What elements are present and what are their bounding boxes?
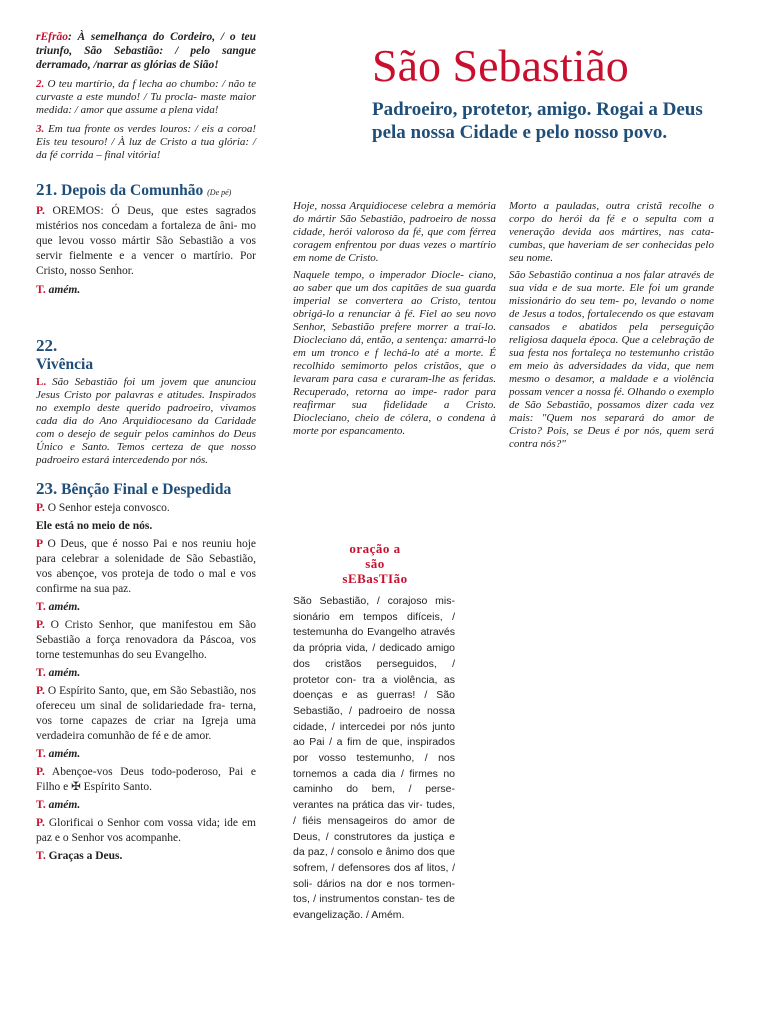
section-23-heading: [36, 479, 256, 499]
vivencia-text: São Sebastião foi um jovem que anunciou Jesus Cristo por palavras e atitudes. Inspirados no exemplo deste querido padroeiro, vivamos cada dia do Ano Arquidiocesano da Caridade com o desejo de seguir pelos caminhos do Deus Único e Santo. Temos certeza de que nosso padroeiro estará intercedendo por nós.: [36, 376, 256, 466]
section-number: 23.: [36, 479, 58, 498]
section-title: Bênção Final e Despedida: [61, 481, 232, 498]
article-column-right: [509, 200, 714, 453]
section-22-text: [36, 376, 256, 467]
response-text: amém.: [48, 284, 81, 296]
role-label: P.: [36, 766, 45, 778]
article-paragraph: Hoje, nossa Arquidiocese celebra a memória do mártir São Sebastião, padroeiro de nossa cidade, herói valoroso da fé, que com férrea coragem enfrentou por duas vezes o martírio em nome de Cristo.: [293, 200, 496, 264]
benediction-line: [36, 849, 256, 864]
refrain-label: rEfrão: [36, 31, 68, 43]
refrain: [36, 30, 256, 72]
role-label: T.: [36, 799, 46, 811]
section-title: Depois da Comunhão: [61, 182, 204, 199]
left-column: [36, 30, 256, 867]
benediction-line: [36, 798, 256, 813]
benediction-line: [36, 600, 256, 615]
line-text: O Espírito Santo, que, em São Sebastião, nos ofereceu um sinal de solidariedade fra- terna, vos torne capazes de criar na Igreja uma verdadeira comunhão de fé e de amor.: [36, 685, 256, 742]
section-22-heading: [36, 336, 256, 374]
section-23-lines: [36, 501, 256, 864]
verse-3: [36, 123, 256, 162]
verse-text: Em tua fronte os verdes louros: / eis a coroa! Eis teu tesouro! / À luz de Cristo a tua glória: / da fé corrida – final vitória!: [36, 123, 257, 161]
line-text: O Deus, que é nosso Pai e nos reuniu hoje para celebrar a solenidade de São Sebastião, vos abençoe, vos proteja de todo o mal e vos confirme na sua paz.: [36, 538, 256, 595]
benediction-line: [36, 747, 256, 762]
benediction-line: [36, 501, 256, 516]
benediction-line: [36, 666, 256, 681]
section-21-prayer: [36, 204, 256, 279]
refrain-text: : À semelhança do Cordeiro, / o teu triunfo, São Sebastião: / pelo sangue derramado, /narrar as glórias de Sião!: [36, 31, 256, 71]
role-label: P.: [36, 817, 45, 829]
article-paragraph: Morto a pauladas, outra cristã recolhe o corpo do herói da fé e o sepulta com a veneração devida aos mártires, nas cata- cumbas, que haveriam de ser conhecidas pelo seu nome.: [509, 200, 714, 264]
role-label: P.: [36, 619, 45, 631]
verse-text: O teu martírio, da f lecha ao chumbo: / não te curvaste a este mundo! / Tu procla- maste maior medida: / amor que assume a plena vida!: [36, 78, 256, 116]
role-label: T.: [36, 667, 46, 679]
role-label: P: [36, 538, 44, 550]
prayer-text: OREMOS: Ó Deus, que estes sagrados mistérios nos concedam a fortaleza de âni- mo que levou vosso mártir São Sebastião a vos servir fielmente e a vencer o martírio. Por Cristo, nosso Senhor.: [36, 205, 256, 277]
prayer-title-line: oração a: [349, 541, 401, 556]
page-title: São Sebastião: [372, 40, 629, 91]
line-text: Ele está no meio de nós.: [36, 520, 153, 532]
section-21-heading: [36, 180, 256, 202]
verse-2: [36, 78, 256, 117]
line-text: Abençoe-vos Deus todo-poderoso, Pai e Filho e ✠ Espírito Santo.: [36, 766, 256, 793]
benediction-line: [36, 519, 256, 534]
role-label: T.: [36, 601, 46, 613]
prayer-title-line: são: [365, 556, 385, 571]
prayer-text: São Sebastião, / corajoso mis- sionário em tempos difíceis, / testemunha do Evangelho através da própria vida, / dedicado amigo dos cristãos perseguidos, / protetor con- tra a violência, as doenças e as guerras! / São Sebastião, / padroeiro de nossa cidade, / intercedei por nós junto ao Pai / a fim de que, inspirados por vosso testemunho, / nos tornemos a cada dia / firmes no caminho do bem, / perse- verantes na prática das vir- tudes, / fiéis mensageiros do amor de Deus, / construtores da justiça e da paz, / consolo e ânimo dos que sofrem, / defensores dos af litos, / soli- dários na dor e nos tormen- tos, / instrumentos constan- tes de evangelização. / Amém.: [293, 595, 455, 922]
role-label: T.: [36, 748, 46, 760]
verse-number: 2.: [36, 78, 45, 90]
line-text: amém.: [48, 667, 81, 679]
verse-number: 3.: [36, 123, 45, 135]
role-label: P.: [36, 502, 45, 514]
article-column-middle: [293, 200, 496, 440]
section-number: 22.: [36, 336, 58, 355]
benediction-line: [36, 765, 256, 795]
benediction-line: [36, 618, 256, 663]
line-text: amém.: [48, 799, 81, 811]
prayer-title-line: sEBasTIão: [342, 571, 408, 586]
section-title: Vivência: [36, 356, 94, 373]
role-label: T.: [36, 284, 46, 296]
section-number: 21.: [36, 180, 58, 199]
benediction-line: [36, 684, 256, 744]
benediction-line: [36, 537, 256, 597]
article-paragraph: São Sebastião continua a nos falar através de sua vida e de sua morte. Ele foi um grande missionário do seu tem- po, levando o nome de Jesus a todos, fortalecendo os que estavam cansados e abatidos pela perseguição religiosa daquela época. Que a celebração de sua festa nos fortaleça no testemunho cristão em meio às adversidades da vida, que nem mesmo o desamor, a maldade e a violência possam vencer a nossa fé. Olhando o exemplo de São Sebastião, possamos dizer cada vez mais: "Quem nos separará do amor de Cristo? Pois, se Deus é por nós, quem será contra nós?": [509, 269, 714, 450]
section-21-response: [36, 283, 256, 298]
article-paragraph: Naquele tempo, o imperador Diocle- ciano, ao saber que um dos capitães de sua guarda imperial se convertera ao Cristo, tentou obrigá-lo a renunciar à fé. Fiel ao seu novo Senhor, Sebastião prefere morrer a traí-lo. Diocleciano dá, então, a sentença: amarrá-lo em um tronco e f lechá-lo até a morte. É recolhido semimorto pelos cristãos, que o levaram para casa e curaram-lhe as feridas. Recuperado, retorna ao impe- rador para reafirmar sua fidelidade a Cristo. Diocleciano, cheio de cólera, o condena à morte por espancamento.: [293, 269, 496, 437]
line-text: Graças a Deus.: [48, 850, 123, 862]
role-label: P.: [36, 205, 45, 217]
line-text: O Cristo Senhor, que manifestou em São Sebastião a força renovadora da Páscoa, vos torne testemunhas do seu Evangelho.: [36, 619, 256, 661]
role-label: P.: [36, 685, 45, 697]
page-subtitle: Padroeiro, protetor, amigo. Rogai a Deus pela nossa Cidade e pelo nosso povo.: [372, 99, 703, 143]
line-text: O Senhor esteja convosco.: [44, 502, 170, 514]
line-text: amém.: [48, 748, 81, 760]
section-note: (De pé): [207, 188, 232, 197]
benediction-line: [36, 816, 256, 846]
line-text: amém.: [48, 601, 81, 613]
line-text: Glorificai o Senhor com vossa vida; ide em paz e o Senhor vos acompanhe.: [36, 817, 256, 844]
role-label: T.: [36, 850, 46, 862]
role-label: L.: [36, 376, 47, 388]
prayer-title: [300, 541, 450, 586]
